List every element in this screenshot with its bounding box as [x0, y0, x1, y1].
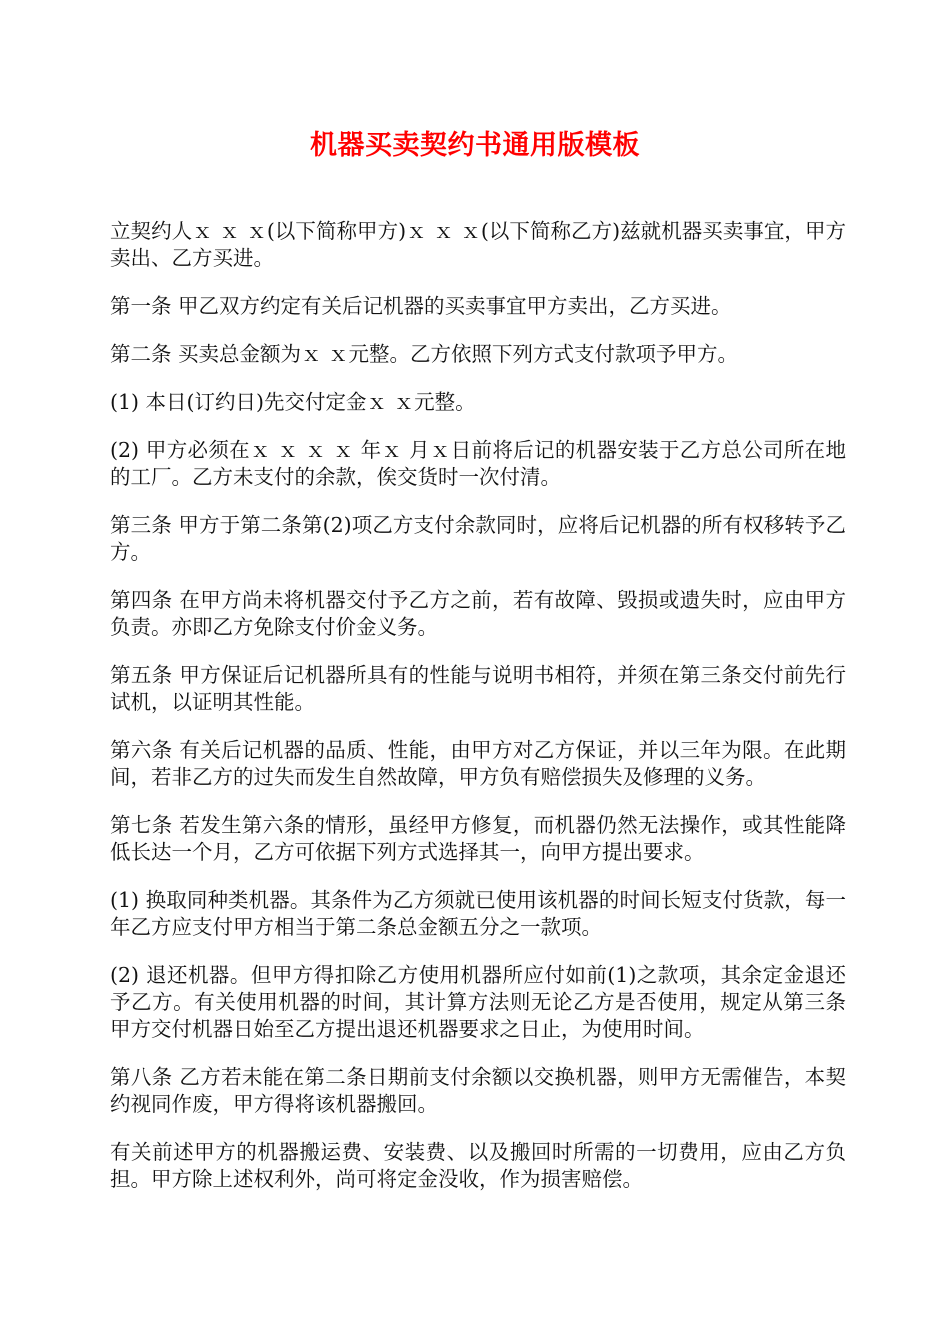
paragraph-article-7-item-2: (2) 退还机器。但甲方得扣除乙方使用机器所应付如前(1)之款项，其余定金退还予乙方。有关使用机器的时间，其计算方法则无论乙方是否使用，规定从第三条甲方交付机器日始至乙方提出退还机器要求之日止，为使用时间。 [110, 963, 846, 1041]
paragraph-article-6: 第六条 有关后记机器的品质、性能，由甲方对乙方保证，并以三年为限。在此期间，若非乙方的过失而发生自然故障，甲方负有赔偿损失及修理的义务。 [110, 738, 846, 789]
paragraph-article-4: 第四条 在甲方尚未将机器交付予乙方之前，若有故障、毁损或遗失时，应由甲方负责。亦即乙方免除支付价金义务。 [110, 588, 846, 639]
paragraph-article-3: 第三条 甲方于第二条第(2)项乙方支付余款同时，应将后记机器的所有权移转予乙方。 [110, 513, 846, 564]
paragraph-article-2: 第二条 买卖总金额为ｘ ｘ元整。乙方依照下列方式支付款项予甲方。 [110, 342, 739, 366]
paragraph-article-1: 第一条 甲乙双方约定有关后记机器的买卖事宜甲方卖出，乙方买进。 [110, 294, 732, 318]
paragraph-costs: 有关前述甲方的机器搬运费、安装费、以及搬回时所需的一切费用，应由乙方负担。甲方除上述权利外，尚可将定金没收，作为损害赔偿。 [110, 1140, 846, 1191]
paragraph-article-8: 第八条 乙方若未能在第二条日期前支付余额以交换机器，则甲方无需催告，本契约视同作废，甲方得将该机器搬回。 [110, 1065, 846, 1116]
document-title: 机器买卖契约书通用版模板 [310, 130, 640, 161]
paragraph-preamble: 立契约人ｘ ｘ ｘ(以下简称甲方)ｘ ｘ ｘ(以下简称乙方)兹就机器买卖事宜，甲方卖出、乙方买进。 [110, 219, 846, 270]
paragraph-article-2-item-1: (1) 本日(订约日)先交付定金ｘ ｘ元整。 [110, 390, 476, 414]
paragraph-article-7: 第七条 若发生第六条的情形，虽经甲方修复，而机器仍然无法操作，或其性能降低长达一个月，乙方可依据下列方式选择其一，向甲方提出要求。 [110, 813, 846, 864]
paragraph-article-5: 第五条 甲方保证后记机器所具有的性能与说明书相符，并须在第三条交付前先行试机，以证明其性能。 [110, 663, 846, 714]
document-body [110, 218, 846, 1214]
paragraph-article-7-item-1: (1) 换取同种类机器。其条件为乙方须就已使用该机器的时间长短支付货款，每一年乙方应支付甲方相当于第二条总金额五分之一款项。 [110, 888, 846, 939]
paragraph-article-2-item-2: (2) 甲方必须在ｘ ｘ ｘ ｘ 年ｘ 月ｘ日前将后记的机器安装于乙方总公司所在地的工厂。乙方未支付的余款，俟交货时一次付清。 [110, 438, 846, 489]
